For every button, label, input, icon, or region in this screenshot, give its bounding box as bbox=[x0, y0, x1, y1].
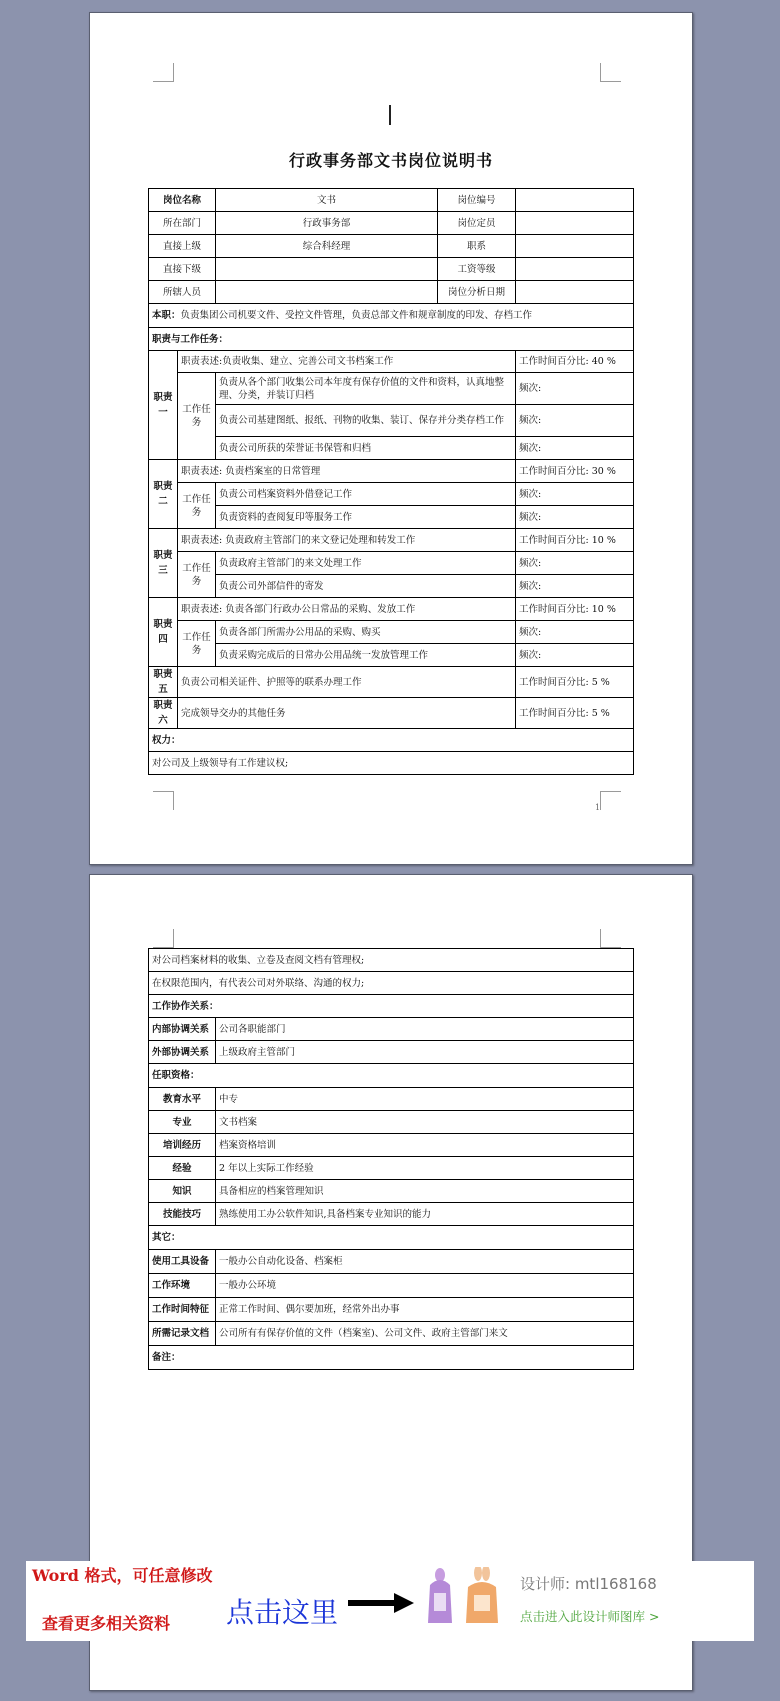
qual-label: 知识 bbox=[149, 1180, 216, 1203]
resp4-task-label: 工作任务 bbox=[178, 621, 216, 667]
other-label: 所需记录文档 bbox=[149, 1322, 216, 1346]
document-title: 行政事务部文书岗位说明书 bbox=[288, 151, 493, 170]
resp2-task: 负责资料的查阅复印等服务工作 bbox=[216, 506, 516, 529]
other-value[interactable]: 一般办公环境 bbox=[216, 1274, 634, 1298]
resp4-task: 负责各部门所需办公用品的采购、购买 bbox=[216, 621, 516, 644]
page-number: 1 bbox=[595, 803, 601, 812]
crop-mark bbox=[153, 63, 174, 82]
label-subordinate: 直接下级 bbox=[149, 258, 216, 281]
resp2-task-label: 工作任务 bbox=[178, 483, 216, 529]
resp1-time: 工作时间百分比: 40 % bbox=[516, 351, 634, 373]
resp2-task: 负责公司档案资料外借登记工作 bbox=[216, 483, 516, 506]
other-label: 工作时间特征 bbox=[149, 1298, 216, 1322]
value-position-code[interactable] bbox=[516, 189, 634, 212]
internal-label: 内部协调关系 bbox=[149, 1018, 216, 1041]
resp4-task: 负责采购完成后的日常办公用品统一发放管理工作 bbox=[216, 644, 516, 667]
qual-label: 技能技巧 bbox=[149, 1203, 216, 1226]
qual-label: 专业 bbox=[149, 1111, 216, 1134]
resp6-text: 完成领导交办的其他任务 bbox=[178, 698, 516, 729]
other-label: 工作环境 bbox=[149, 1274, 216, 1298]
text-cursor bbox=[389, 105, 391, 125]
value-position-name[interactable]: 文书 bbox=[216, 189, 438, 212]
banner-designer: 设计师: mtl168168 bbox=[520, 1575, 657, 1593]
arrow-right-icon bbox=[348, 1593, 414, 1613]
authority-item: 对公司及上级领导有工作建议权; bbox=[149, 752, 634, 775]
label-headcount: 岗位定员 bbox=[438, 212, 516, 235]
authority-item: 在权限范围内，有代表公司对外联络、沟通的权力; bbox=[149, 972, 634, 995]
crop-mark bbox=[600, 791, 621, 810]
value-job-family[interactable] bbox=[516, 235, 634, 258]
duty-row bbox=[149, 304, 634, 328]
resp1-freq: 频次: bbox=[516, 373, 634, 405]
qual-value[interactable]: 具备相应的档案管理知识 bbox=[216, 1180, 634, 1203]
resp4-label: 职责四 bbox=[149, 598, 178, 667]
authority-header: 权力： bbox=[149, 729, 634, 752]
qual-label: 经验 bbox=[149, 1157, 216, 1180]
banner-word-format: Word 格式，可任意修改 bbox=[32, 1566, 213, 1585]
resp3-label: 职责三 bbox=[149, 529, 178, 598]
qual-value[interactable]: 熟练使用工办公软件知识,具备档案专业知识的能力 bbox=[216, 1203, 634, 1226]
crop-mark bbox=[153, 929, 174, 948]
resp4-statement: 职责表述: 负责各部门行政办公日常品的采购、发放工作 bbox=[178, 598, 516, 621]
resp3-statement: 职责表述: 负责政府主管部门的来文登记处理和转发工作 bbox=[178, 529, 516, 552]
label-position-code: 岗位编号 bbox=[438, 189, 516, 212]
resp4-freq: 频次: bbox=[516, 621, 634, 644]
label-department: 所在部门 bbox=[149, 212, 216, 235]
resp3-task-label: 工作任务 bbox=[178, 552, 216, 598]
value-salary-grade[interactable] bbox=[516, 258, 634, 281]
resp2-time: 工作时间百分比: 30 % bbox=[516, 460, 634, 483]
value-department[interactable]: 行政事务部 bbox=[216, 212, 438, 235]
qual-value[interactable]: 文书档案 bbox=[216, 1111, 634, 1134]
resp1-freq: 频次: bbox=[516, 405, 634, 437]
resp5-label: 职责五 bbox=[149, 667, 178, 698]
label-analysis-date: 岗位分析日期 bbox=[438, 281, 516, 304]
banner-more-resources[interactable]: 查看更多相关资料 bbox=[42, 1614, 171, 1633]
other-value[interactable]: 公司所有有保存价值的文件（档案室)、公司文件、政府主管部门来文 bbox=[216, 1322, 634, 1346]
promo-banner[interactable] bbox=[26, 1561, 754, 1641]
resp6-time: 工作时间百分比: 5 % bbox=[516, 698, 634, 729]
other-header: 其它： bbox=[149, 1226, 634, 1250]
job-description-table bbox=[148, 188, 634, 775]
value-analysis-date[interactable] bbox=[516, 281, 634, 304]
qual-value[interactable]: 中专 bbox=[216, 1088, 634, 1111]
resp3-freq: 频次: bbox=[516, 552, 634, 575]
resp4-time: 工作时间百分比: 10 % bbox=[516, 598, 634, 621]
label-superior: 直接上级 bbox=[149, 235, 216, 258]
resp5-time: 工作时间百分比: 5 % bbox=[516, 667, 634, 698]
label-salary-grade: 工资等级 bbox=[438, 258, 516, 281]
other-value[interactable]: 正常工作时间、偶尔要加班，经常外出办事 bbox=[216, 1298, 634, 1322]
notes-header[interactable]: 备注： bbox=[149, 1346, 634, 1370]
value-headcount[interactable] bbox=[516, 212, 634, 235]
resp3-time: 工作时间百分比: 10 % bbox=[516, 529, 634, 552]
label-job-family: 职系 bbox=[438, 235, 516, 258]
duty-text: 负责集团公司机要文件、受控文件管理，负责总部文件和规章制度的印发、存档工作 bbox=[180, 310, 533, 321]
internal-value[interactable]: 公司各职能部门 bbox=[216, 1018, 634, 1041]
resp2-statement: 职责表述: 负责档案室的日常管理 bbox=[178, 460, 516, 483]
resp1-freq: 频次: bbox=[516, 437, 634, 460]
value-supervised[interactable] bbox=[216, 281, 438, 304]
resp2-freq: 频次: bbox=[516, 483, 634, 506]
value-subordinate[interactable] bbox=[216, 258, 438, 281]
value-superior[interactable]: 综合科经理 bbox=[216, 235, 438, 258]
other-value[interactable]: 一般办公自动化设备、档案柜 bbox=[216, 1250, 634, 1274]
resp2-freq: 频次: bbox=[516, 506, 634, 529]
external-value[interactable]: 上级政府主管部门 bbox=[216, 1041, 634, 1064]
resp1-task: 负责公司基建图纸、报纸、刊物的收集、装订、保存并分类存档工作 bbox=[216, 405, 516, 437]
crop-mark bbox=[153, 791, 174, 810]
external-label: 外部协调关系 bbox=[149, 1041, 216, 1064]
crop-mark bbox=[600, 63, 621, 82]
resp2-label: 职责二 bbox=[149, 460, 178, 529]
qual-label: 培训经历 bbox=[149, 1134, 216, 1157]
duty-label: 本职： bbox=[152, 310, 181, 321]
qualification-header: 任职资格： bbox=[149, 1064, 634, 1088]
label-position-name: 岗位名称 bbox=[149, 189, 216, 212]
responsibilities-header: 职责与工作任务： bbox=[149, 328, 634, 351]
other-label: 使用工具设备 bbox=[149, 1250, 216, 1274]
resp1-task: 负责公司所获的荣誉证书保管和归档 bbox=[216, 437, 516, 460]
resp1-task-label: 工作任务 bbox=[178, 373, 216, 460]
resp3-task: 负责公司外部信件的寄发 bbox=[216, 575, 516, 598]
qual-label: 教育水平 bbox=[149, 1088, 216, 1111]
resp1-statement: 职责表述:负责收集、建立、完善公司文书档案工作 bbox=[178, 351, 516, 373]
mascot-icon bbox=[418, 1567, 506, 1631]
resp4-freq: 频次: bbox=[516, 644, 634, 667]
resp1-label: 职责一 bbox=[149, 351, 178, 460]
job-description-table-continued bbox=[148, 948, 634, 1370]
qual-value[interactable]: 2 年以上实际工作经验 bbox=[216, 1157, 634, 1180]
crop-mark bbox=[600, 929, 621, 948]
resp1-task: 负责从各个部门收集公司本年度有保存价值的文件和资料，认真地整理、分类，并装订归档 bbox=[216, 373, 516, 405]
resp3-task: 负责政府主管部门的来文处理工作 bbox=[216, 552, 516, 575]
authority-item: 对公司档案材料的收集、立卷及查阅文档有管理权; bbox=[149, 949, 634, 972]
banner-click-here[interactable]: 点击这里 bbox=[226, 1596, 339, 1629]
resp3-freq: 频次: bbox=[516, 575, 634, 598]
label-supervised: 所辖人员 bbox=[149, 281, 216, 304]
banner-enter-gallery-link[interactable]: 点击进入此设计师图库 > bbox=[520, 1609, 660, 1624]
document-page-1 bbox=[89, 12, 693, 865]
resp6-label: 职责六 bbox=[149, 698, 178, 729]
resp5-text: 负责公司相关证件、护照等的联系办理工作 bbox=[178, 667, 516, 698]
cooperation-header: 工作协作关系： bbox=[149, 995, 634, 1018]
qual-value[interactable]: 档案资格培训 bbox=[216, 1134, 634, 1157]
